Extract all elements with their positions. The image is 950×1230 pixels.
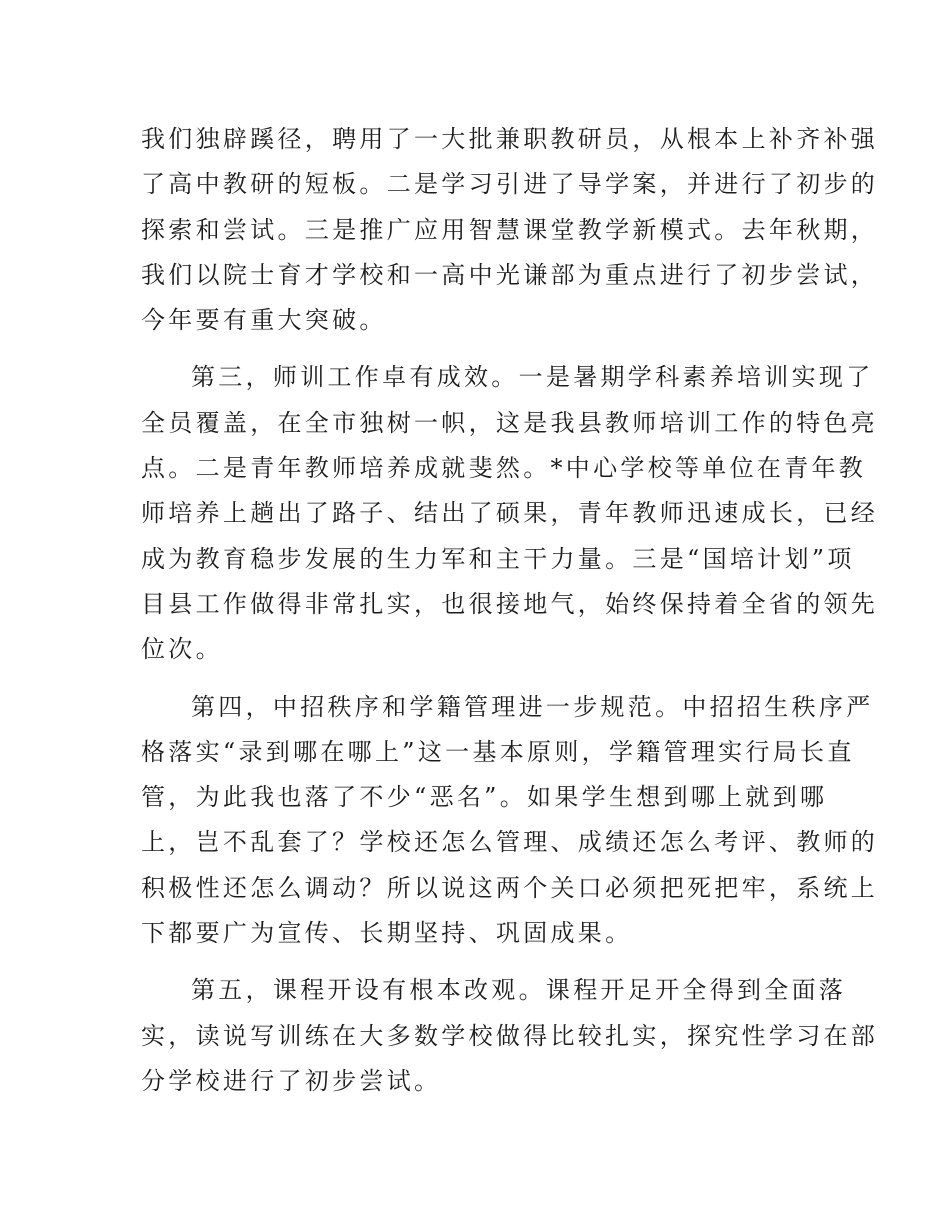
text-line: 积极性还怎么调动？所以说这两个关口必须把死把牢，系统上 [141, 873, 879, 902]
text-line: 今年要有重大突破。 [141, 306, 387, 335]
text-line: 管，为此我也落了不少“恶名”。如果学生想到哪上就到哪 [141, 783, 828, 812]
text-line: 分学校进行了初步尝试。 [141, 1066, 442, 1095]
paragraph-curriculum [141, 968, 879, 1104]
paragraph-enrollment-management [141, 685, 879, 957]
text-line: 我们以院士育才学校和一高中光谦部为重点进行了初步尝试， [141, 260, 879, 289]
text-line: 探索和尝试。三是推广应用智慧课堂教学新模式。去年秋期， [141, 215, 879, 244]
text-line: 全员覆盖，在全市独树一帜，这是我县教师培训工作的特色亮 [141, 408, 879, 437]
text-line: 下都要广为宣传、长期坚持、巩固成果。 [141, 919, 633, 948]
text-line: 实，读说写训练在大多数学校做得比较扎实，探究性学习在部 [141, 1021, 879, 1050]
text-line: 位次。 [141, 635, 223, 664]
text-line: 目县工作做得非常扎实，也很接地气，始终保持着全省的领先 [141, 589, 879, 618]
text-line: 上，岂不乱套了？学校还怎么管理、成绩还怎么考评、教师的 [141, 828, 879, 857]
text-line: 点。二是青年教师培养成就斐然。*中心学校等单位在青年教 [141, 454, 867, 483]
paragraph-teacher-training [141, 355, 879, 672]
text-line: 我们独辟蹊径，聘用了一大批兼职教研员，从根本上补齐补强 [141, 125, 879, 153]
paragraph-continuation [141, 117, 879, 343]
text-line: 格落实“录到哪在哪上”这一基本原则，学籍管理实行局长直 [141, 737, 855, 766]
document-body [141, 117, 879, 1116]
text-line: 师培养上趟出了路子、结出了硕果，青年教师迅速成长，已经 [141, 499, 879, 528]
text-line: 第五，课程开设有根本改观。课程开足开全得到全面落 [191, 976, 847, 1005]
text-line: 第三，师训工作卓有成效。一是暑期学科素养培训实现了 [191, 363, 874, 392]
text-line: 成为教育稳步发展的生力军和主干力量。三是“国培计划”项 [141, 544, 855, 573]
text-line: 了高中教研的短板。二是学习引进了导学案，并进行了初步的 [141, 170, 879, 199]
text-line: 第四，中招秩序和学籍管理进一步规范。中招招生秩序严 [191, 692, 874, 721]
